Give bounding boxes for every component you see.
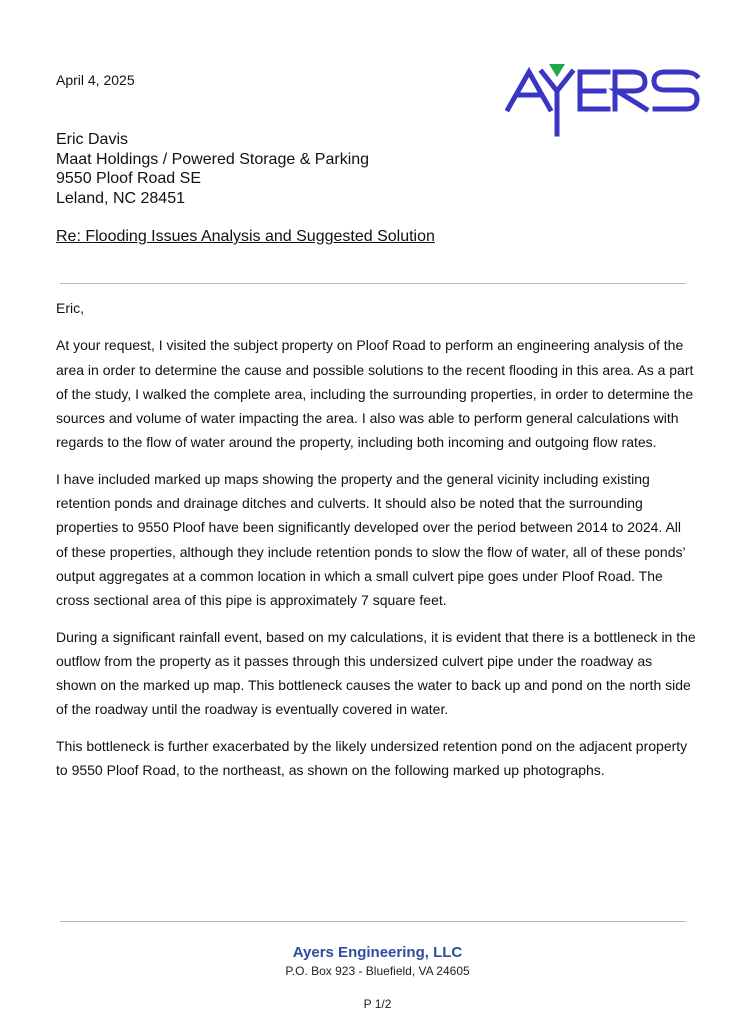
body-paragraph-1: At your request, I visited the subject property on Ploof Road to perform an engineering analysis of the area in order to determine the cause and possible solutions to the recent flooding in this area. As a part of the study, I walked the complete area, including the surrounding properties, in order to determine the sources and volume of water impacting the area. I also was able to perform general calculations with regards to the flow of water around the property, including both incoming and outgoing flow rates. [56, 337, 694, 451]
page-number: P 1/2 [363, 997, 392, 1011]
footer-company: Ayers Engineering, LLC [292, 944, 463, 961]
recipient-address [56, 130, 369, 208]
salutation: Eric, [56, 300, 84, 316]
body-paragraph-4: This bottleneck is further exacerbated by the likely undersized retention pond on the adjacent property to 9550 Ploof Road, to the northeast, as shown on the following marked up photographs. [56, 737, 688, 779]
recipient-city: Leland, NC 28451 [56, 189, 185, 207]
footer-divider [60, 921, 686, 922]
subject-line: Re: Flooding Issues Analysis and Suggested Solution [56, 228, 435, 245]
body-paragraph-2: I have included marked up maps showing the property and the general vicinity including existing retention ponds and drainage ditches and culverts. It should also be noted that the surrounding properties to 9550 Ploof have been significantly developed over the period between 2014 to 2024. All of these properties, although they include retention ponds to slow the flow of water, all of these ponds’ output aggregates at a common location in which a small culvert pipe goes under Ploof Road. The cross sectional area of this pipe is approximately 7 square feet. [56, 470, 686, 609]
recipient-name: Eric Davis [56, 131, 129, 148]
footer-address: P.O. Box 923 - Bluefield, VA 24605 [285, 964, 470, 978]
logo-triangle-icon [549, 64, 565, 77]
letter-body [56, 296, 696, 794]
recipient-street: 9550 Ploof Road SE [56, 170, 201, 187]
letter-date: April 4, 2025 [56, 72, 135, 88]
header-divider [60, 283, 686, 284]
ayers-logo [505, 62, 701, 138]
body-paragraph-3: During a significant rainfall event, based on my calculations, it is evident that there is a bottleneck in the outflow from the property as it passes through this undersized culvert pipe under the roadway as shown on the marked up map. This bottleneck causes the water to back up and pond on the north side of the roadway until the roadway is eventually covered in water. [56, 628, 696, 718]
recipient-company: Maat Holdings / Powered Storage & Parking [56, 150, 370, 168]
